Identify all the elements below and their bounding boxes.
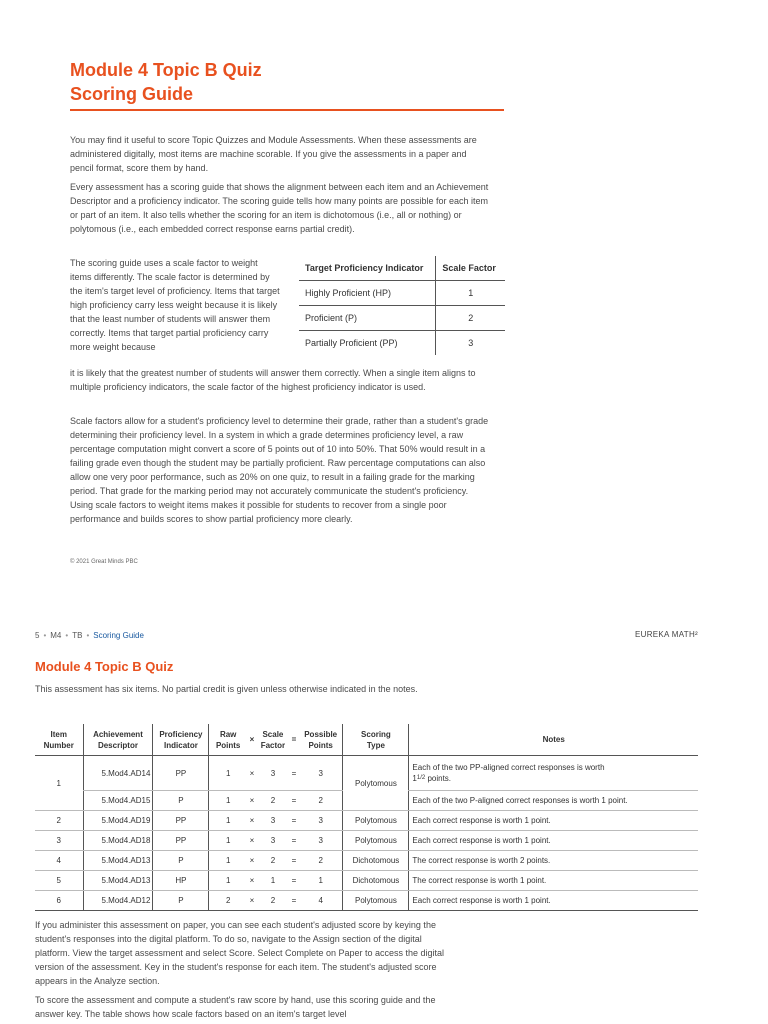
sf-cell: 2 — [257, 791, 289, 811]
notes-cell: Each of the two PP-aligned correct responses is worth $1^{1/2}$ points. — [409, 756, 698, 791]
raw-cell: 1 — [209, 791, 247, 811]
equals-cell: = — [289, 871, 299, 891]
scale-factor-paragraph: The scoring guide uses a scale factor to weight items differently. The scale factor is determined by the item's target level of proficiency. Items that target high proficiency carry less weight because it is likely that the least number of students will answer them correctly. Items that target partial proficiency carry more weight because — [70, 258, 280, 352]
notes-cell: Each correct response is worth 1 point. — [409, 831, 698, 851]
paper-scoring-paragraph: If you administer this assessment on paper, you can see each student's adjusted score by keying the student's responses into the digital platform. To do so, navigate to the Assign section of the digital platform. View the target assessment and select Score. Select Complete on Paper to access the digital version of the assessment. Key in the student's response for each item. The student's adjusted score appears in the Analyze section. — [35, 920, 445, 986]
notes-cell: The correct response is worth 1 point. — [409, 871, 698, 891]
table-row — [35, 851, 698, 871]
notes-cell: Each correct response is worth 1 point. — [409, 891, 698, 911]
table-row — [35, 891, 698, 911]
ad-cell: 5.Mod4.AD12 — [83, 891, 153, 911]
table-row — [35, 756, 698, 791]
page-title — [70, 58, 510, 106]
brand-logo-text: EUREKA MATH² — [634, 630, 698, 639]
table-row — [299, 281, 505, 306]
type-cell: Dichotomous — [343, 851, 409, 871]
times-cell: × — [247, 871, 257, 891]
item-number-cell: 2 — [35, 811, 83, 831]
notes-cell: Each correct response is worth 1 point. — [409, 811, 698, 831]
equals-cell: = — [289, 791, 299, 811]
breadcrumb-topic: TB — [72, 631, 83, 640]
times-cell: × — [247, 791, 257, 811]
equals-cell: = — [289, 891, 299, 911]
sf-cell: 3 — [257, 756, 289, 791]
item-number-cell: 1 — [35, 756, 83, 811]
breadcrumb-separator: • — [65, 631, 69, 640]
title-line-1: Module 4 Topic B Quiz — [70, 60, 262, 80]
times-cell: × — [247, 891, 257, 911]
ad-cell: 5.Mod4.AD13 — [83, 871, 153, 891]
copyright: © 2021 Great Minds PBC — [70, 559, 138, 565]
header-equals: = — [289, 724, 299, 756]
times-cell: × — [247, 851, 257, 871]
pp-cell: 4 — [299, 891, 343, 911]
header-scoring-type: Scoring Type — [343, 724, 409, 756]
scale-factor-paragraph-continued: it is likely that the greatest number of students will answer them correctly. When a single item aligns to multiple proficiency indicators, the scale factor of the highest proficiency indicator is used. — [70, 368, 476, 392]
sf-cell: 1 — [257, 871, 289, 891]
table-row — [35, 811, 698, 831]
raw-cell: 1 — [209, 831, 247, 851]
type-cell: Dichotomous — [343, 871, 409, 891]
pp-cell: 3 — [299, 831, 343, 851]
pi-cell: P — [153, 891, 209, 911]
sf-cell: 2 — [257, 851, 289, 871]
raw-cell: 1 — [209, 871, 247, 891]
title-line-2: Scoring Guide — [70, 84, 194, 104]
scale-factor-benefits-paragraph: Scale factors allow for a student's proficiency level to determine their grade, rather than a student's grade determining their proficiency level. In a system in which a grade determines proficiency level, a raw percentage computation might convert a score of 5 points out of 10 into 50%. That 50% would result in a failing grade even though the student may be partially proficient. Raw percentage computations can also allow one very poor performance, such as 20% on one quiz, to result in a failing grade for the marking period. That grade for the marking period may not accurately communicate the student's proficiency. Using scale factors to weight items makes it possible for students to recover from a single poor performance and builds scores to show partial proficiency more clearly. — [70, 416, 489, 524]
type-cell: Polytomous — [343, 756, 409, 811]
item-number-cell: 3 — [35, 831, 83, 851]
header-scale-factor: Scale Factor — [257, 724, 289, 756]
factor-cell: 2 — [436, 306, 505, 331]
raw-cell: 1 — [209, 756, 247, 791]
raw-cell: 2 — [209, 891, 247, 911]
header-item-number: Item Number — [35, 724, 83, 756]
pi-cell: P — [153, 851, 209, 871]
pp-cell: 2 — [299, 851, 343, 871]
scoring-table-header — [35, 724, 698, 756]
scale-table-header — [299, 256, 505, 281]
times-cell: × — [247, 831, 257, 851]
table-row — [35, 831, 698, 851]
pi-cell: P — [153, 791, 209, 811]
sf-cell: 3 — [257, 811, 289, 831]
assessment-paragraph: Every assessment has a scoring guide that shows the alignment between each item and an Achievement Descriptor and a proficiency indicator. The scoring guide tells how many points are possible for each item or part of an item. It also tells whether the scoring for an item is dichotomous (i.e., all or nothing) or polytomous (i.e., each embedded correct response earns partial credit). — [70, 182, 489, 234]
raw-cell: 1 — [209, 851, 247, 871]
header-raw-points: Raw Points — [209, 724, 247, 756]
breadcrumb-separator: • — [43, 631, 47, 640]
table-row — [299, 306, 505, 331]
notes-cell: Each of the two P-aligned correct responses is worth 1 point. — [409, 791, 698, 811]
header-possible-points: Possible Points — [299, 724, 343, 756]
indicator-cell: Highly Proficient (HP) — [299, 281, 436, 306]
raw-score-paragraph: To score the assessment and compute a student's raw score by hand, use this scoring guide and the answer key. The table shows how scale factors based on an item's target level — [35, 995, 436, 1019]
equals-cell: = — [289, 831, 299, 851]
sf-cell: 3 — [257, 831, 289, 851]
pp-cell: 2 — [299, 791, 343, 811]
header-times: × — [247, 724, 257, 756]
pi-cell: PP — [153, 756, 209, 791]
ad-cell: 5.Mod4.AD15 — [83, 791, 153, 811]
quiz-intro: This assessment has six items. No partial credit is given unless otherwise indicated in the notes. — [35, 684, 418, 694]
equals-cell: = — [289, 811, 299, 831]
fraction: 1/2 — [416, 775, 426, 781]
breadcrumb-module: M4 — [50, 631, 62, 640]
item-number-cell: 6 — [35, 891, 83, 911]
raw-cell: 1 — [209, 811, 247, 831]
pp-cell: 3 — [299, 756, 343, 791]
title-divider — [70, 109, 504, 111]
pi-cell: PP — [153, 831, 209, 851]
indicator-cell: Proficient (P) — [299, 306, 436, 331]
breadcrumb-grade: 5 — [35, 631, 40, 640]
breadcrumb-separator: • — [86, 631, 90, 640]
type-cell: Polytomous — [343, 811, 409, 831]
header-target-indicator: Target Proficiency Indicator — [299, 256, 436, 281]
type-cell: Polytomous — [343, 891, 409, 911]
scoring-table — [35, 724, 698, 911]
pp-cell: 3 — [299, 811, 343, 831]
ad-cell: 5.Mod4.AD14 — [83, 756, 153, 791]
item-number-cell: 5 — [35, 871, 83, 891]
pi-cell: HP — [153, 871, 209, 891]
times-cell: × — [247, 811, 257, 831]
ad-cell: 5.Mod4.AD19 — [83, 811, 153, 831]
breadcrumb — [35, 631, 144, 640]
equals-cell: = — [289, 851, 299, 871]
breadcrumb-current: Scoring Guide — [93, 631, 144, 640]
indicator-cell: Partially Proficient (PP) — [305, 338, 398, 348]
type-cell: Polytomous — [343, 831, 409, 851]
ad-cell: 5.Mod4.AD18 — [83, 831, 153, 851]
factor-cell: 1 — [436, 281, 505, 306]
quiz-title: Module 4 Topic B Quiz — [35, 659, 174, 674]
item-number-cell: 4 — [35, 851, 83, 871]
equals-cell: = — [289, 756, 299, 791]
pi-cell: PP — [153, 811, 209, 831]
times-cell: × — [247, 756, 257, 791]
header-achievement-descriptor: Achievement Descriptor — [83, 724, 153, 756]
table-row — [299, 331, 505, 356]
header-proficiency-indicator: Proficiency Indicator — [153, 724, 209, 756]
sf-cell: 2 — [257, 891, 289, 911]
scale-factor-table — [299, 256, 505, 355]
intro-paragraph: You may find it useful to score Topic Quizzes and Module Assessments. When these assessments are administered digitally, most items are machine scorable. If you give the assessments in a paper and pencil format, score them by hand. — [70, 135, 477, 173]
header-notes: Notes — [409, 724, 698, 756]
header-scale-factor: Scale Factor — [436, 256, 505, 281]
table-row — [35, 871, 698, 891]
factor-cell: 3 — [436, 331, 505, 356]
ad-cell: 5.Mod4.AD13 — [83, 851, 153, 871]
notes-cell: The correct response is worth 2 points. — [409, 851, 698, 871]
pp-cell: 1 — [299, 871, 343, 891]
